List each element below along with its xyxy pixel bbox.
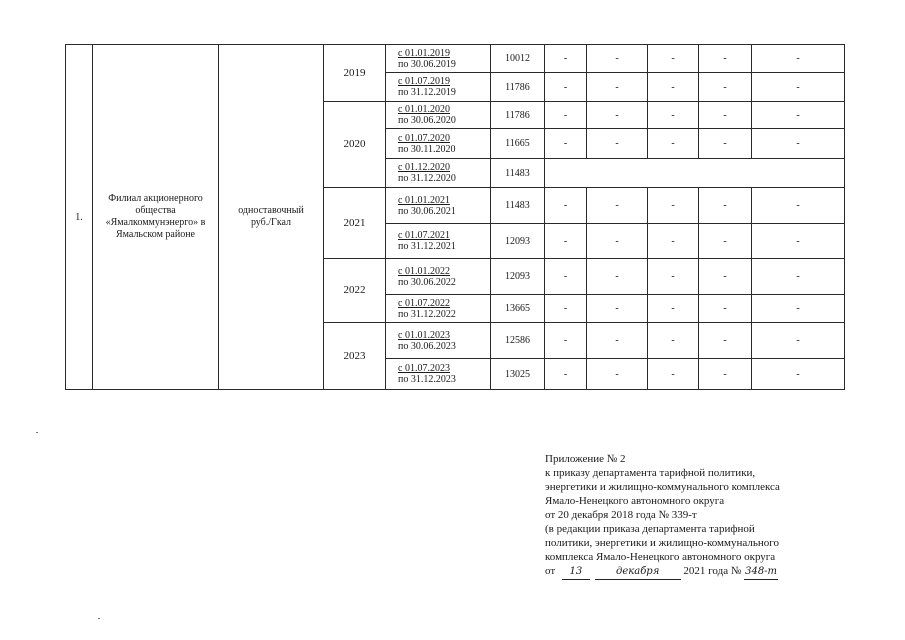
empty-dash-cell: - <box>587 295 648 323</box>
period-to: по 30.06.2020 <box>398 115 456 126</box>
handwritten-day: 13 <box>562 565 590 580</box>
appendix-title: Приложение № 2 <box>545 453 626 465</box>
empty-dash-cell: - <box>545 359 587 390</box>
appendix-block <box>545 452 865 580</box>
empty-dash-cell: - <box>545 295 587 323</box>
tariff-value-cell: 12093 <box>491 259 545 295</box>
period-cell <box>386 129 491 159</box>
empty-dash-cell: - <box>648 359 699 390</box>
period-to: по 30.06.2023 <box>398 340 456 352</box>
period-cell <box>386 224 491 259</box>
tariff-value-cell: 11483 <box>491 188 545 224</box>
period-from: с 01.12.2020 <box>398 162 450 173</box>
row-number-cell: 1. <box>66 45 93 390</box>
tariff-unit-cell <box>219 45 324 390</box>
period-from: с 01.01.2020 <box>398 104 450 115</box>
empty-dash-cell: - <box>587 45 648 73</box>
empty-dash-cell: - <box>752 224 845 259</box>
empty-dash-cell: - <box>545 73 587 102</box>
empty-dash-cell: - <box>587 359 648 390</box>
period-to: по 30.06.2021 <box>398 205 456 217</box>
tariff-value-cell: 11483 <box>491 159 545 188</box>
handwritten-month: декабря <box>595 565 681 580</box>
tariff-value-cell: 11786 <box>491 102 545 129</box>
year-cell: 2022 <box>324 259 386 323</box>
period-from: с 01.07.2020 <box>398 132 450 144</box>
period-to: по 31.12.2023 <box>398 374 456 385</box>
appendix-line: комплекса Ямало-Ненецкого автономного округа <box>545 551 776 563</box>
empty-dash-cell: - <box>752 295 845 323</box>
empty-dash-cell: - <box>648 295 699 323</box>
period-from: с 01.01.2019 <box>398 47 450 59</box>
period-to: по 30.11.2020 <box>398 143 456 155</box>
appendix-line: (в редакции приказа департамента тарифной <box>545 523 755 535</box>
empty-dash-cell: - <box>648 188 699 224</box>
empty-dash-cell: - <box>587 73 648 102</box>
empty-dash-cell: - <box>699 259 752 295</box>
empty-dash-cell: - <box>752 259 845 295</box>
empty-dash-cell: - <box>587 259 648 295</box>
period-to: по 30.06.2019 <box>398 58 456 70</box>
tariff-value-cell: 11665 <box>491 129 545 159</box>
empty-dash-cell: - <box>752 188 845 224</box>
period-to: по 31.12.2021 <box>398 241 456 252</box>
year-cell: 2020 <box>324 102 386 188</box>
empty-dash-cell: - <box>699 323 752 359</box>
tariff-value-cell: 13665 <box>491 295 545 323</box>
appendix-line: от 20 декабря 2018 года № 339-т <box>545 509 697 521</box>
period-cell <box>386 102 491 129</box>
order-date-prefix: от <box>545 565 556 577</box>
period-from: с 01.07.2023 <box>398 363 450 374</box>
period-cell <box>386 188 491 224</box>
period-from: с 01.01.2022 <box>398 265 450 277</box>
empty-dash-cell: - <box>648 129 699 159</box>
empty-dash-cell: - <box>752 129 845 159</box>
tariff-table <box>65 44 845 390</box>
empty-dash-cell: - <box>587 224 648 259</box>
period-from: с 01.07.2022 <box>398 297 450 309</box>
tariff-value-cell: 11786 <box>491 73 545 102</box>
empty-dash-cell: - <box>648 224 699 259</box>
empty-dash-cell: - <box>545 259 587 295</box>
empty-dash-cell: - <box>699 73 752 102</box>
tariff-value-cell: 12586 <box>491 323 545 359</box>
order-date-line <box>545 564 865 580</box>
empty-dash-cell: - <box>587 102 648 129</box>
empty-dash-cell: - <box>648 45 699 73</box>
appendix-line: энергетики и жилищно-коммунального комплекса <box>545 481 780 493</box>
empty-dash-cell: - <box>699 129 752 159</box>
period-cell <box>386 45 491 73</box>
year-cell: 2023 <box>324 323 386 390</box>
table-row <box>66 45 845 73</box>
empty-dash-cell: - <box>545 102 587 129</box>
empty-dash-cell: - <box>587 188 648 224</box>
period-from: с 01.01.2023 <box>398 329 450 341</box>
empty-dash-cell: - <box>699 45 752 73</box>
empty-dash-cell: - <box>752 359 845 390</box>
empty-dash-cell: - <box>648 102 699 129</box>
empty-dash-cell: - <box>699 102 752 129</box>
empty-dash-cell: - <box>752 45 845 73</box>
unit-label: руб./Гкал <box>250 217 292 228</box>
period-cell <box>386 323 491 359</box>
handwritten-order-number: 348-т <box>744 565 778 580</box>
tariff-value-cell: 12093 <box>491 224 545 259</box>
empty-dash-cell: - <box>752 73 845 102</box>
year-cell: 2021 <box>324 188 386 259</box>
empty-dash-cell: - <box>648 73 699 102</box>
period-to: по 31.12.2020 <box>398 173 456 184</box>
empty-dash-cell: - <box>545 45 587 73</box>
period-to: по 31.12.2019 <box>398 87 456 98</box>
empty-dash-cell: - <box>545 129 587 159</box>
period-cell <box>386 359 491 390</box>
empty-dash-cell: - <box>587 323 648 359</box>
tariff-type-label: одноставочный <box>238 205 304 216</box>
empty-dash-cell: - <box>699 224 752 259</box>
empty-dash-cell: - <box>648 259 699 295</box>
scan-speck <box>98 618 100 619</box>
period-cell <box>386 159 491 188</box>
empty-dash-cell: - <box>752 102 845 129</box>
empty-dash-cell: - <box>699 295 752 323</box>
tariff-value-cell: 13025 <box>491 359 545 390</box>
period-to: по 31.12.2022 <box>398 308 456 320</box>
empty-dash-cell: - <box>545 323 587 359</box>
period-cell <box>386 259 491 295</box>
empty-dash-cell: - <box>587 129 648 159</box>
empty-dash-cell: - <box>545 224 587 259</box>
appendix-line: Ямало-Ненецкого автономного округа <box>545 495 725 507</box>
scan-speck <box>36 432 38 433</box>
tariff-value-cell: 10012 <box>491 45 545 73</box>
empty-dash-cell: - <box>752 323 845 359</box>
period-from: с 01.01.2021 <box>398 194 450 206</box>
period-cell <box>386 73 491 102</box>
merged-empty-cell <box>545 159 845 188</box>
empty-dash-cell: - <box>699 359 752 390</box>
organization-cell: Филиал акционерного общества «Ямалкоммунэнерго» в Ямальском районе <box>93 45 219 390</box>
period-from: с 01.07.2019 <box>398 76 450 87</box>
order-year-text: 2021 года № <box>683 565 742 577</box>
empty-dash-cell: - <box>699 188 752 224</box>
period-cell <box>386 295 491 323</box>
appendix-line: к приказу департамента тарифной политики, <box>545 467 756 479</box>
year-cell: 2019 <box>324 45 386 102</box>
empty-dash-cell: - <box>545 188 587 224</box>
empty-dash-cell: - <box>648 323 699 359</box>
period-from: с 01.07.2021 <box>398 230 450 241</box>
appendix-line: политики, энергетики и жилищно-коммунального <box>545 537 779 549</box>
period-to: по 30.06.2022 <box>398 276 456 288</box>
